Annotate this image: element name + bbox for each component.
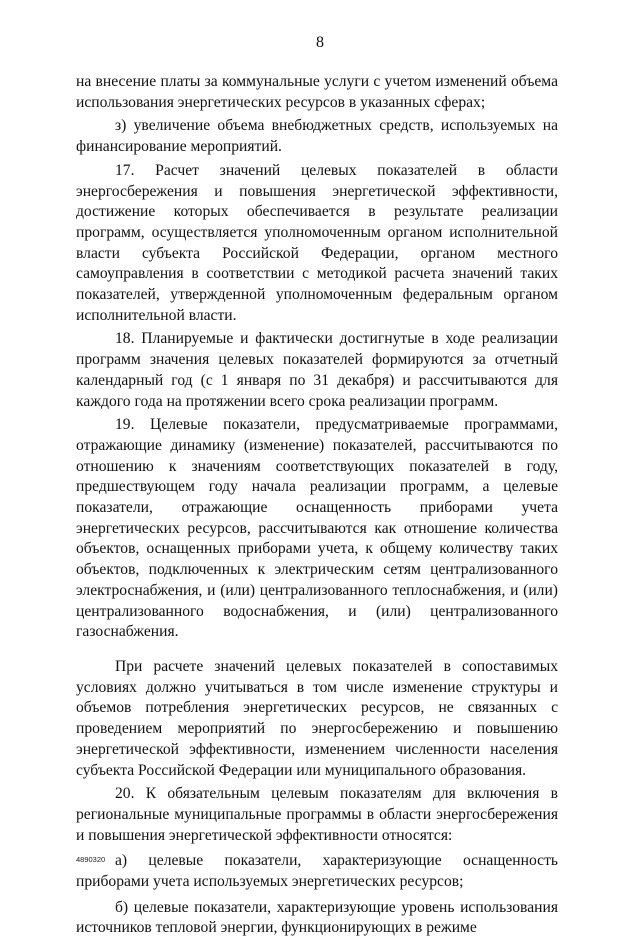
paragraph-clause-18: 18. Планируемые и фактически достигнутые в ходе реализации программ значения целевых показателей формируются за отчетный календарный год (с 1 января по 31 декабря) и рассчитываются для каждого года на протяжении всего срока реализации программ. <box>76 330 558 410</box>
document-body <box>76 72 558 939</box>
document-code: 4890320 <box>76 855 106 864</box>
paragraph-item-z: з) увеличение объема внебюджетных средств, используемых на финансирование мероприятий. <box>76 117 558 156</box>
paragraph-continuation: на внесение платы за коммунальные услуги с учетом изменений объема использования энергетических ресурсов в указанных сферах; <box>76 73 558 111</box>
paragraph-comparable-conditions: При расчете значений целевых показателей в сопоставимых условиях должно учитываться в том числе изменение структуры и объемов потребления энергетических ресурсов, не связанных с проведением мероприятий по энергосбережению и повышению энергетической эффективности, изменением численности населения субъекта Российской Федерации или муниципального образования. <box>76 657 558 779</box>
paragraph-clause-20: 20. К обязательным целевым показателям для включения в региональные муниципальные программы в области энергосбережения и повышения энергетической эффективности относятся: <box>76 785 558 844</box>
paragraph-item-b: б) целевые показатели, характеризующие уровень использования источников тепловой энергии, функционирующих в режиме <box>76 898 558 937</box>
paragraph-item-a: а) целевые показатели, характеризующие оснащенность приборами учета используемых энергетических ресурсов; <box>76 852 558 891</box>
paragraph-clause-17: 17. Расчет значений целевых показателей в области энергосбережения и повышения энергетической эффективности, достижение которых обеспечивается в результате реализации программ, осуществляется уполномоченным органом исполнительной власти субъекта Российской Федерации, органом местного самоуправления в соответствии с методикой расчета значений таких показателей, утвержденной уполномоченным федеральным органом исполнительной власти. <box>76 161 558 324</box>
paragraph-clause-19: 19. Целевые показатели, предусматриваемые программами, отражающие динамику (изменение) показателей, рассчитываются по отношению к значениям соответствующих показателей в году, предшествующем году начала реализации программ, а целевые показатели, отражающие оснащенность приборами учета энергетических ресурсов, рассчитываются как отношение количества объектов, оснащенных приборами учета, к общему количеству таких объектов, подключенных к электрическим сетям централизованного электроснабжения, и (или) централизованного теплоснабжения, и (или) централизованного водоснабжения, и (или) централизованного газоснабжения. <box>76 416 558 641</box>
page-number: 8 <box>316 34 324 51</box>
